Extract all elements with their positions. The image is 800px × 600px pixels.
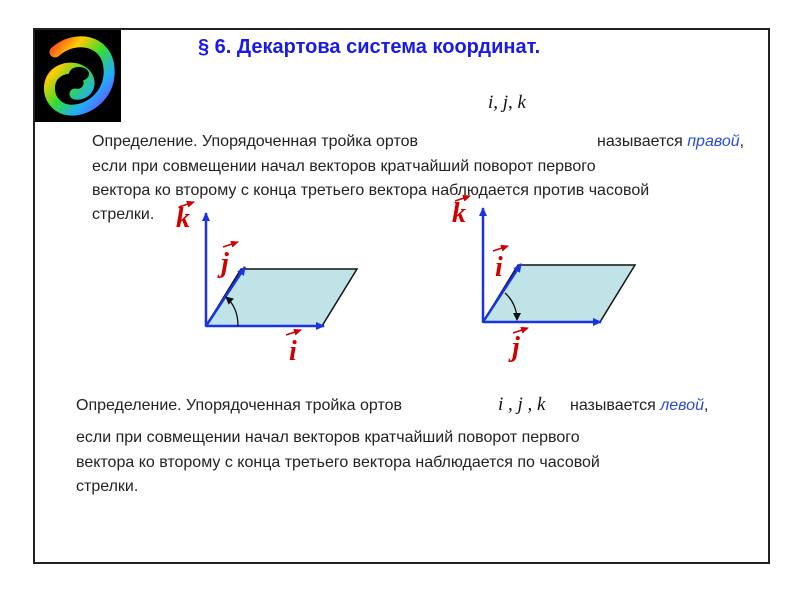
right-triple-diagram [176, 202, 357, 367]
def1-line4: стрелки. [92, 206, 155, 223]
def1-called: называется [597, 133, 683, 150]
def2-comma: , [703, 397, 709, 414]
def2-line3: вектора ко второму с конца третьего вектора наблюдается по часовой [76, 454, 600, 471]
def2-keyword: левой [660, 397, 704, 414]
label-j: j [512, 332, 520, 363]
def2-line2: если при совмещении начал векторов кратчайший поворот первого [76, 429, 580, 446]
def2-line1-end [570, 395, 708, 417]
j-arrow-icon [223, 242, 238, 247]
def2-line1-start: Определение. Упорядоченная тройка ортов [76, 397, 402, 414]
def1-line1-start: Определение. Упорядоченная тройка ортов [92, 133, 418, 150]
def1-line2: если при совмещении начал векторов кратчайший поворот первого [92, 158, 596, 175]
vector-triple-formula: i, j, k [488, 92, 526, 113]
label-j: j [221, 248, 229, 279]
label-i: i [495, 252, 503, 283]
page-title: § 6. Декартова система координат. [198, 36, 541, 58]
i-arrow-icon [493, 246, 508, 251]
i-arrow-icon [286, 330, 301, 335]
def2-called: называется [570, 397, 656, 414]
label-k: k [176, 203, 190, 234]
label-i: i [289, 336, 297, 367]
def2-line4: стрелки. [76, 478, 139, 495]
label-k: k [452, 198, 466, 229]
def1-comma: , [739, 133, 745, 150]
def1-keyword: правой [687, 133, 740, 150]
def2-formula: i , j , k [498, 394, 546, 415]
def1-line3: вектора ко второму с конца третьего вектора наблюдается против часовой [92, 182, 650, 199]
left-triple-diagram [452, 196, 635, 363]
